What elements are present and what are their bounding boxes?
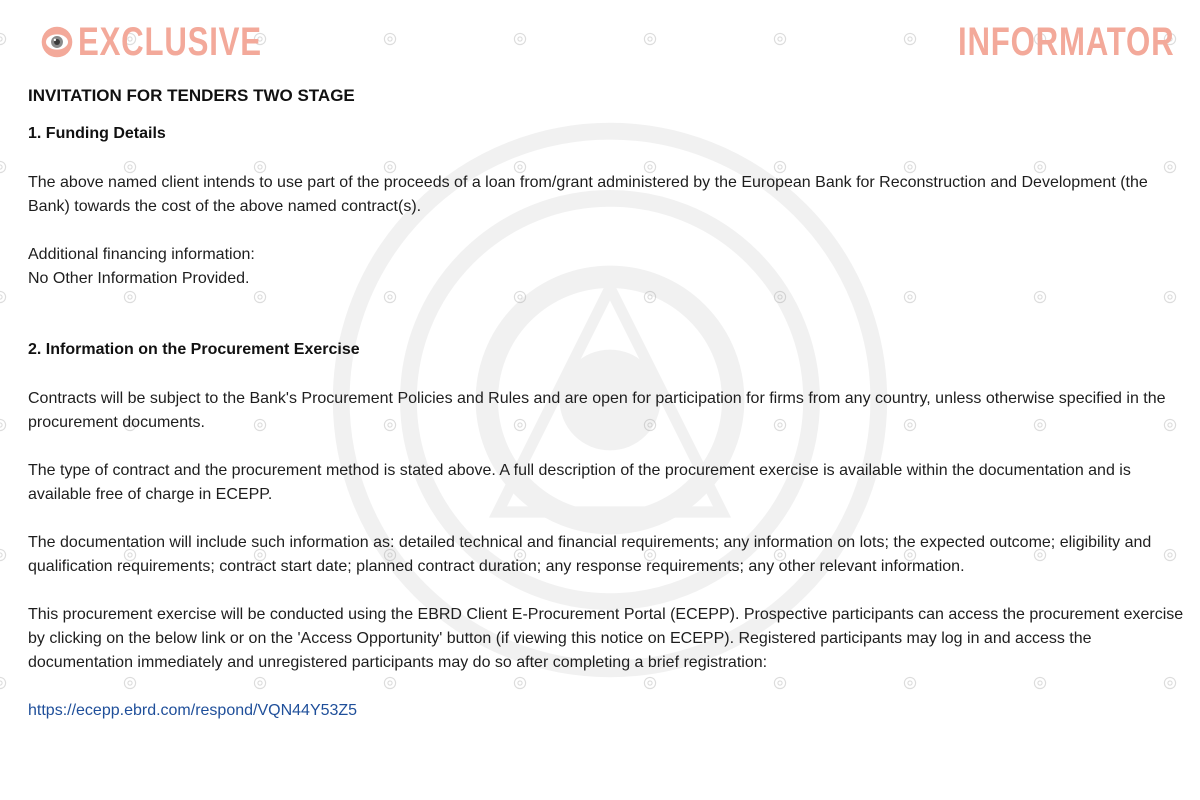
additional-financing-value: No Other Information Provided. [28, 270, 250, 287]
watermark-mark-icon [0, 418, 7, 432]
section-heading-funding: 1. Funding Details [28, 125, 166, 142]
watermark-mark-icon [0, 290, 7, 304]
watermark-mark-icon [0, 676, 7, 690]
section-heading-procurement: 2. Information on the Procurement Exercise [28, 341, 360, 358]
watermark-mark-icon [643, 32, 657, 46]
watermark-mark-icon [773, 32, 787, 46]
procurement-paragraph-3: The documentation will include such information as: detailed technical and financial requirements; any information on lots; the expected outcome; eligibility and qualification requirements; contract start date; planned contract duration; any response requirements; any other relevant information. [28, 534, 1152, 575]
watermark-mark-icon [0, 160, 7, 174]
document-title: INVITATION FOR TENDERS TWO STAGE [28, 86, 355, 105]
watermark-mark-icon [0, 548, 7, 562]
watermark-mark-icon [0, 32, 7, 46]
funding-paragraph: The above named client intends to use part of the proceeds of a loan from/grant administered by the European Bank for Reconstruction and Development (the Bank) towards the cost of the above named contract(s). [28, 174, 1148, 215]
document-body [28, 85, 1188, 723]
procurement-paragraph-1: Contracts will be subject to the Bank's Procurement Policies and Rules and are open for participation for firms from any country, unless otherwise specified in the procurement documents. [28, 390, 1166, 431]
informator-logo-text: INFORMATOR [957, 20, 1174, 64]
exclusive-logo [40, 22, 314, 62]
additional-financing-label: Additional financing information: [28, 246, 255, 263]
ecepp-link[interactable]: https://ecepp.ebrd.com/respond/VQN44Y53Z5 [28, 702, 358, 719]
watermark-mark-icon [903, 32, 917, 46]
exclusive-logo-text: EXCLUSIVE [78, 20, 262, 64]
eye-icon [40, 25, 74, 59]
watermark-mark-icon [513, 32, 527, 46]
procurement-paragraph-2: The type of contract and the procurement method is stated above. A full description of the procurement exercise is available within the documentation and is available free of charge in ECEPP. [28, 462, 1131, 503]
watermark-mark-icon [383, 32, 397, 46]
procurement-paragraph-4: This procurement exercise will be conducted using the EBRD Client E-Procurement Portal (ECEPP). Prospective participants can access the procurement exercise by clicking on the below link or on the 'Access Opportunity' button (if viewing this notice on ECEPP). Registered participants may log in and access the documentation immediately and unregistered participants may do so after completing a brief registration: [28, 606, 1184, 671]
